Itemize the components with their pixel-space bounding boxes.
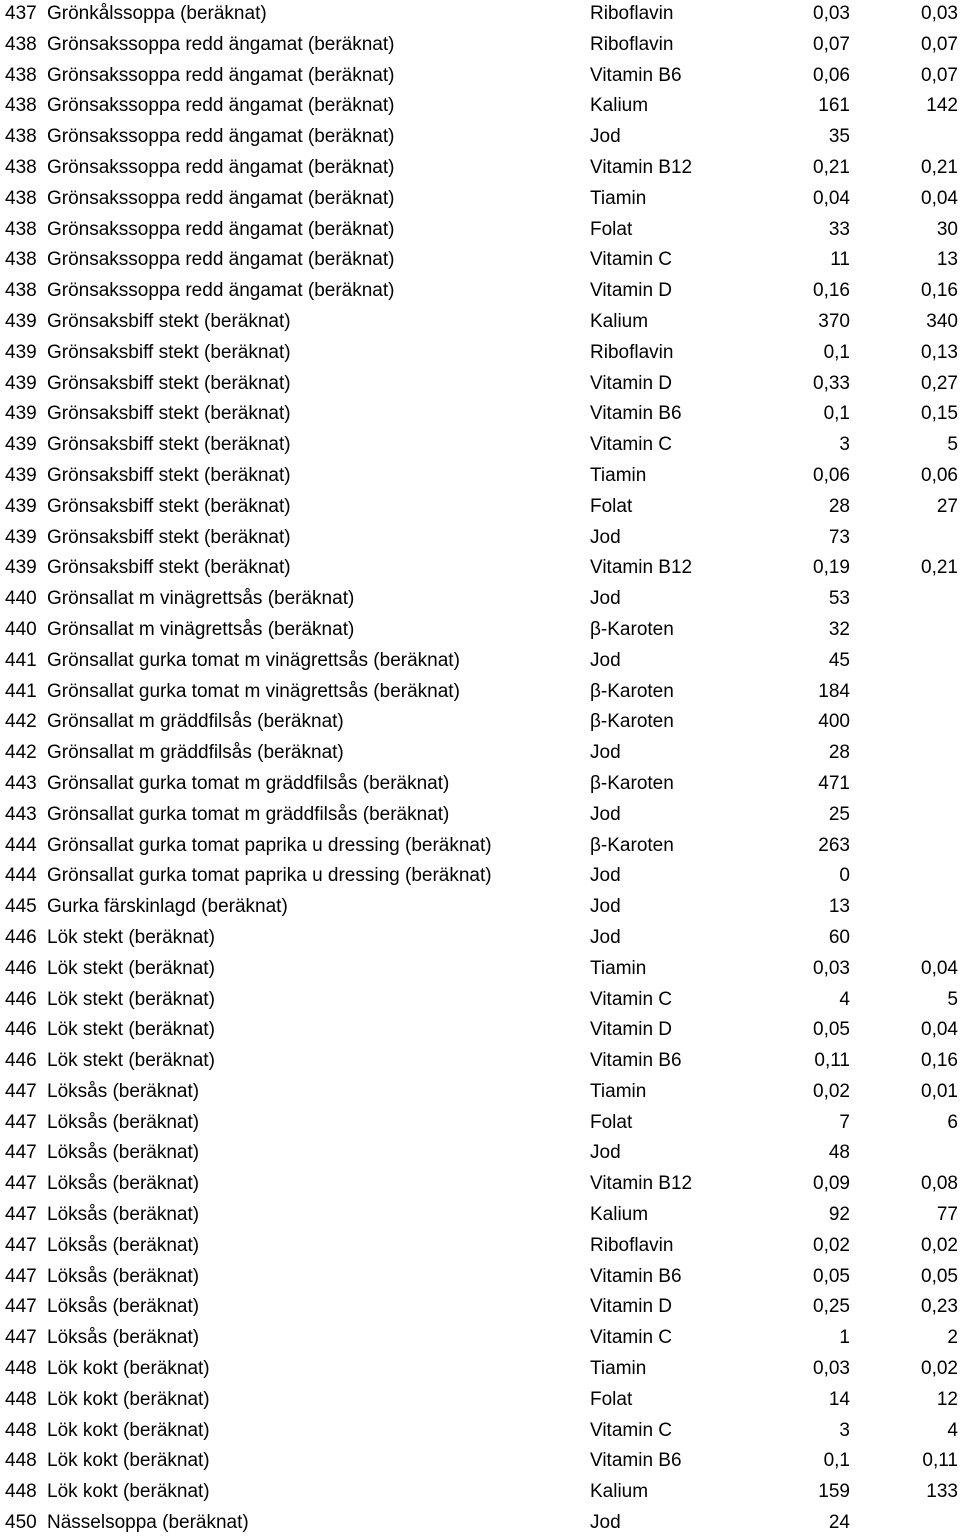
food-number-cell: 440 [5,618,37,640]
nutrient-name-cell: Tiamin [590,1080,647,1102]
value-2-cell: 0,16 [921,1050,958,1072]
food-number-cell: 439 [5,495,37,517]
value-1-cell: 0,06 [813,464,850,486]
table-row [0,1109,960,1140]
food-number-cell: 448 [5,1419,37,1441]
food-number-cell: 446 [5,988,37,1010]
food-name-cell: Lök stekt (beräknat) [47,1050,215,1072]
value-1-cell: 0,05 [813,1019,850,1041]
table-row [0,678,960,709]
food-name-cell: Grönsaksbiff stekt (beräknat) [47,434,291,456]
nutrient-name-cell: β-Karoten [590,680,674,702]
value-2-cell: 0,06 [921,464,958,486]
food-name-cell: Grönsallat m gräddfilsås (beräknat) [47,711,344,733]
value-2-cell: 2 [947,1327,958,1349]
nutrient-name-cell: Vitamin B6 [590,1450,682,1472]
value-1-cell: 0,03 [813,1358,850,1380]
table-row [0,246,960,277]
value-2-cell: 142 [926,95,958,117]
value-1-cell: 73 [828,526,850,548]
value-2-cell: 0,23 [921,1296,958,1318]
food-name-cell: Grönsakssoppa redd ängamat (beräknat) [47,126,395,148]
nutrient-name-cell: Jod [590,526,621,548]
nutrient-name-cell: Kalium [590,1481,649,1503]
table-row [0,986,960,1017]
table-row [0,1355,960,1386]
nutrient-name-cell: Jod [590,742,621,764]
value-1-cell: 0 [839,865,850,887]
value-1-cell: 0,25 [813,1296,850,1318]
nutrient-name-cell: Tiamin [590,187,647,209]
table-row [0,400,960,431]
food-number-cell: 438 [5,33,37,55]
food-number-cell: 447 [5,1173,37,1195]
nutrient-name-cell: Vitamin C [590,988,673,1010]
food-number-cell: 447 [5,1265,37,1287]
food-number-cell: 447 [5,1142,37,1164]
nutrient-name-cell: Folat [590,1111,633,1133]
food-number-cell: 438 [5,218,37,240]
nutrient-name-cell: β-Karoten [590,618,674,640]
food-number-cell: 447 [5,1296,37,1318]
value-1-cell: 0,1 [823,341,850,363]
table-row [0,462,960,493]
table-row [0,0,960,31]
table-row [0,924,960,955]
nutrient-name-cell: Jod [590,649,621,671]
value-1-cell: 0,1 [823,1450,850,1472]
nutrient-name-cell: Vitamin C [590,1419,673,1441]
food-name-cell: Lök kokt (beräknat) [47,1358,210,1380]
food-name-cell: Grönkålssoppa (beräknat) [47,3,267,24]
value-1-cell: 400 [818,711,850,733]
nutrient-name-cell: Vitamin B12 [590,557,693,579]
value-1-cell: 159 [818,1481,850,1503]
table-row [0,62,960,93]
food-name-cell: Lök stekt (beräknat) [47,988,215,1010]
table-row [0,1293,960,1324]
value-1-cell: 7 [839,1111,850,1133]
food-number-cell: 439 [5,403,37,425]
nutrient-name-cell: Vitamin D [590,372,673,394]
value-1-cell: 28 [828,495,850,517]
food-name-cell: Grönsakssoppa redd ängamat (beräknat) [47,33,395,55]
food-name-cell: Löksås (beräknat) [47,1080,200,1102]
food-name-cell: Lök stekt (beräknat) [47,957,215,979]
food-name-cell: Grönsallat m vinägrettsås (beräknat) [47,588,355,610]
nutrient-name-cell: Jod [590,1512,621,1534]
nutrient-name-cell: Jod [590,865,621,887]
nutrient-name-cell: Folat [590,495,633,517]
food-name-cell: Grönsakssoppa redd ängamat (beräknat) [47,187,395,209]
value-1-cell: 25 [828,803,850,825]
table-row [0,1417,960,1448]
table-row [0,1232,960,1263]
food-number-cell: 448 [5,1481,37,1503]
food-number-cell: 443 [5,772,37,794]
nutrient-name-cell: Riboflavin [590,3,674,24]
table-row [0,1447,960,1478]
value-2-cell: 133 [926,1481,958,1503]
value-2-cell: 0,21 [921,156,958,178]
food-number-cell: 447 [5,1111,37,1133]
value-2-cell: 0,08 [921,1173,958,1195]
value-2-cell: 13 [936,249,958,271]
food-name-cell: Grönsaksbiff stekt (beräknat) [47,372,291,394]
food-name-cell: Grönsakssoppa redd ängamat (beräknat) [47,280,395,302]
nutrient-name-cell: Jod [590,896,621,918]
table-row [0,493,960,524]
food-number-cell: 442 [5,711,37,733]
food-number-cell: 439 [5,310,37,332]
food-name-cell: Löksås (beräknat) [47,1234,200,1256]
nutrient-name-cell: Riboflavin [590,341,674,363]
value-2-cell: 5 [947,434,958,456]
nutrient-name-cell: Jod [590,1142,621,1164]
table-row [0,431,960,462]
nutrient-name-cell: Vitamin B6 [590,1265,682,1287]
value-2-cell: 0,04 [921,187,958,209]
table-row [0,801,960,832]
value-2-cell: 0,16 [921,280,958,302]
nutrient-name-cell: Riboflavin [590,33,674,55]
table-row [0,1509,960,1540]
food-name-cell: Löksås (beräknat) [47,1265,200,1287]
nutrient-name-cell: Vitamin C [590,1327,673,1349]
table-row [0,708,960,739]
table-row [0,832,960,863]
value-1-cell: 14 [828,1388,850,1410]
food-number-cell: 438 [5,187,37,209]
nutrient-name-cell: Tiamin [590,464,647,486]
value-1-cell: 0,07 [813,33,850,55]
food-name-cell: Grönsallat gurka tomat m vinägrettsås (beräknat) [47,649,460,671]
food-name-cell: Lök stekt (beräknat) [47,926,215,948]
table-row [0,277,960,308]
nutrient-name-cell: Vitamin D [590,1296,673,1318]
value-2-cell: 0,15 [921,403,958,425]
value-1-cell: 24 [828,1512,850,1534]
food-number-cell: 448 [5,1388,37,1410]
value-1-cell: 0,03 [813,957,850,979]
table-row [0,1047,960,1078]
food-name-cell: Löksås (beräknat) [47,1173,200,1195]
food-number-cell: 438 [5,64,37,86]
table-row [0,1170,960,1201]
value-2-cell: 0,04 [921,957,958,979]
value-1-cell: 0,21 [813,156,850,178]
value-1-cell: 0,1 [823,403,850,425]
value-1-cell: 48 [828,1142,850,1164]
nutrient-name-cell: Folat [590,1388,633,1410]
table-row [0,893,960,924]
food-number-cell: 448 [5,1358,37,1380]
food-name-cell: Grönsaksbiff stekt (beräknat) [47,526,291,548]
food-name-cell: Grönsallat m gräddfilsås (beräknat) [47,742,344,764]
food-number-cell: 437 [5,3,37,24]
food-name-cell: Grönsaksbiff stekt (beräknat) [47,495,291,517]
table-row [0,554,960,585]
value-1-cell: 11 [830,249,850,271]
value-1-cell: 60 [828,926,850,948]
value-1-cell: 13 [828,896,850,918]
table-row [0,1263,960,1294]
food-name-cell: Grönsakssoppa redd ängamat (beräknat) [47,249,395,271]
table-row [0,339,960,370]
value-1-cell: 32 [828,618,850,640]
value-1-cell: 92 [828,1204,850,1226]
food-number-cell: 439 [5,434,37,456]
value-1-cell: 0,16 [813,280,850,302]
value-1-cell: 0,05 [813,1265,850,1287]
food-name-cell: Löksås (beräknat) [47,1204,200,1226]
food-name-cell: Lök kokt (beräknat) [47,1388,210,1410]
food-name-cell: Grönsallat gurka tomat m gräddfilsås (beräknat) [47,803,450,825]
food-name-cell: Lök kokt (beräknat) [47,1481,210,1503]
value-2-cell: 0,07 [921,33,958,55]
food-number-cell: 450 [5,1512,37,1534]
food-number-cell: 439 [5,557,37,579]
value-1-cell: 161 [818,95,850,117]
nutrient-name-cell: Tiamin [590,1358,647,1380]
food-number-cell: 443 [5,803,37,825]
food-name-cell: Löksås (beräknat) [47,1142,200,1164]
nutrient-name-cell: Vitamin C [590,434,673,456]
table-row [0,1478,960,1509]
food-name-cell: Lök kokt (beräknat) [47,1419,210,1441]
value-2-cell: 77 [936,1204,958,1226]
nutrient-name-cell: Jod [590,926,621,948]
nutrient-name-cell: Jod [590,803,621,825]
food-name-cell: Grönsaksbiff stekt (beräknat) [47,403,291,425]
table-row [0,955,960,986]
value-2-cell: 12 [936,1388,958,1410]
food-name-cell: Grönsaksbiff stekt (beräknat) [47,310,291,332]
food-name-cell: Lök stekt (beräknat) [47,1019,215,1041]
table-row [0,370,960,401]
nutrient-name-cell: Kalium [590,95,649,117]
food-name-cell: Grönsallat gurka tomat paprika u dressing (beräknat) [47,865,492,887]
food-number-cell: 446 [5,1050,37,1072]
food-number-cell: 442 [5,742,37,764]
food-name-cell: Grönsakssoppa redd ängamat (beräknat) [47,95,395,117]
food-number-cell: 438 [5,280,37,302]
food-number-cell: 444 [5,834,37,856]
food-number-cell: 438 [5,95,37,117]
value-1-cell: 0,19 [813,557,850,579]
food-number-cell: 438 [5,126,37,148]
value-2-cell: 5 [947,988,958,1010]
value-2-cell: 0,05 [921,1265,958,1287]
value-1-cell: 263 [818,834,850,856]
food-number-cell: 446 [5,926,37,948]
nutrient-name-cell: Vitamin B6 [590,1050,682,1072]
nutrient-name-cell: β-Karoten [590,834,674,856]
food-name-cell: Löksås (beräknat) [47,1111,200,1133]
value-2-cell: 0,11 [922,1450,958,1472]
food-name-cell: Grönsaksbiff stekt (beräknat) [47,557,291,579]
value-1-cell: 0,06 [813,64,850,86]
value-1-cell: 35 [828,126,850,148]
nutrient-name-cell: Vitamin B6 [590,403,682,425]
table-row [0,216,960,247]
food-number-cell: 438 [5,249,37,271]
nutrient-name-cell: Vitamin B12 [590,156,693,178]
value-2-cell: 340 [926,310,958,332]
food-name-cell: Grönsallat gurka tomat paprika u dressing (beräknat) [47,834,492,856]
food-number-cell: 441 [5,680,37,702]
table-row [0,123,960,154]
food-name-cell: Grönsakssoppa redd ängamat (beräknat) [47,218,395,240]
table-row [0,647,960,678]
value-1-cell: 28 [828,742,850,764]
food-name-cell: Löksås (beräknat) [47,1327,200,1349]
value-2-cell: 0,02 [921,1358,958,1380]
value-1-cell: 0,04 [813,187,850,209]
nutrient-name-cell: Riboflavin [590,1234,674,1256]
food-number-cell: 447 [5,1204,37,1226]
value-1-cell: 471 [818,772,850,794]
table-row [0,585,960,616]
value-2-cell: 0,03 [921,3,958,24]
food-name-cell: Grönsaksbiff stekt (beräknat) [47,464,291,486]
nutrient-name-cell: Vitamin D [590,1019,673,1041]
nutrient-name-cell: Kalium [590,310,649,332]
food-name-cell: Grönsakssoppa redd ängamat (beräknat) [47,64,395,86]
nutrient-name-cell: Vitamin D [590,280,673,302]
food-number-cell: 439 [5,526,37,548]
value-2-cell: 6 [947,1111,958,1133]
food-number-cell: 446 [5,957,37,979]
value-1-cell: 184 [818,680,850,702]
food-number-cell: 446 [5,1019,37,1041]
table-row [0,1324,960,1355]
value-2-cell: 30 [936,218,958,240]
value-2-cell: 0,04 [921,1019,958,1041]
nutrient-name-cell: β-Karoten [590,772,674,794]
table-row [0,616,960,647]
food-number-cell: 447 [5,1080,37,1102]
table-row [0,1139,960,1170]
table-row [0,1386,960,1417]
value-1-cell: 3 [839,1419,850,1441]
value-2-cell: 0,02 [921,1234,958,1256]
value-2-cell: 0,21 [921,557,958,579]
table-row [0,31,960,62]
nutrient-name-cell: Kalium [590,1204,649,1226]
value-2-cell: 0,27 [921,372,958,394]
value-1-cell: 0,02 [813,1080,850,1102]
food-name-cell: Gurka färskinlagd (beräknat) [47,896,288,918]
nutrient-name-cell: β-Karoten [590,711,674,733]
table-row [0,862,960,893]
value-1-cell: 370 [818,310,850,332]
table-row [0,739,960,770]
value-1-cell: 0,11 [814,1050,850,1072]
nutrient-name-cell: Folat [590,218,633,240]
food-number-cell: 445 [5,896,37,918]
food-name-cell: Grönsakssoppa redd ängamat (beräknat) [47,156,395,178]
food-number-cell: 438 [5,156,37,178]
food-name-cell: Grönsallat gurka tomat m vinägrettsås (beräknat) [47,680,460,702]
nutrient-name-cell: Tiamin [590,957,647,979]
nutrient-name-cell: Jod [590,126,621,148]
food-name-cell: Grönsallat gurka tomat m gräddfilsås (beräknat) [47,772,450,794]
value-2-cell: 27 [936,495,958,517]
table-row [0,1201,960,1232]
table-row [0,524,960,555]
food-number-cell: 444 [5,865,37,887]
food-number-cell: 439 [5,464,37,486]
value-1-cell: 1 [839,1327,850,1349]
value-1-cell: 33 [828,218,850,240]
nutrient-name-cell: Jod [590,588,621,610]
value-2-cell: 4 [947,1419,958,1441]
food-name-cell: Lök kokt (beräknat) [47,1450,210,1472]
value-1-cell: 53 [828,588,850,610]
nutrient-name-cell: Vitamin B6 [590,64,682,86]
food-number-cell: 439 [5,341,37,363]
value-2-cell: 0,13 [921,341,958,363]
table-row [0,92,960,123]
food-name-cell: Grönsaksbiff stekt (beräknat) [47,341,291,363]
value-1-cell: 0,33 [813,372,850,394]
food-number-cell: 440 [5,588,37,610]
table-row [0,770,960,801]
value-1-cell: 45 [828,649,850,671]
table-row [0,308,960,339]
value-1-cell: 0,02 [813,1234,850,1256]
food-number-cell: 447 [5,1234,37,1256]
food-number-cell: 448 [5,1450,37,1472]
food-name-cell: Nässelsoppa (beräknat) [47,1512,249,1534]
table-row [0,154,960,185]
food-number-cell: 447 [5,1327,37,1349]
nutrient-name-cell: Vitamin C [590,249,673,271]
table-row [0,185,960,216]
value-2-cell: 0,07 [921,64,958,86]
food-number-cell: 441 [5,649,37,671]
food-number-cell: 439 [5,372,37,394]
table-row [0,1078,960,1109]
food-name-cell: Grönsallat m vinägrettsås (beräknat) [47,618,355,640]
value-1-cell: 0,09 [813,1173,850,1195]
food-name-cell: Löksås (beräknat) [47,1296,200,1318]
table-row [0,1016,960,1047]
value-2-cell: 0,01 [921,1080,958,1102]
value-1-cell: 4 [839,988,850,1010]
value-1-cell: 0,03 [813,3,850,24]
value-1-cell: 3 [839,434,850,456]
nutrient-name-cell: Vitamin B12 [590,1173,693,1195]
